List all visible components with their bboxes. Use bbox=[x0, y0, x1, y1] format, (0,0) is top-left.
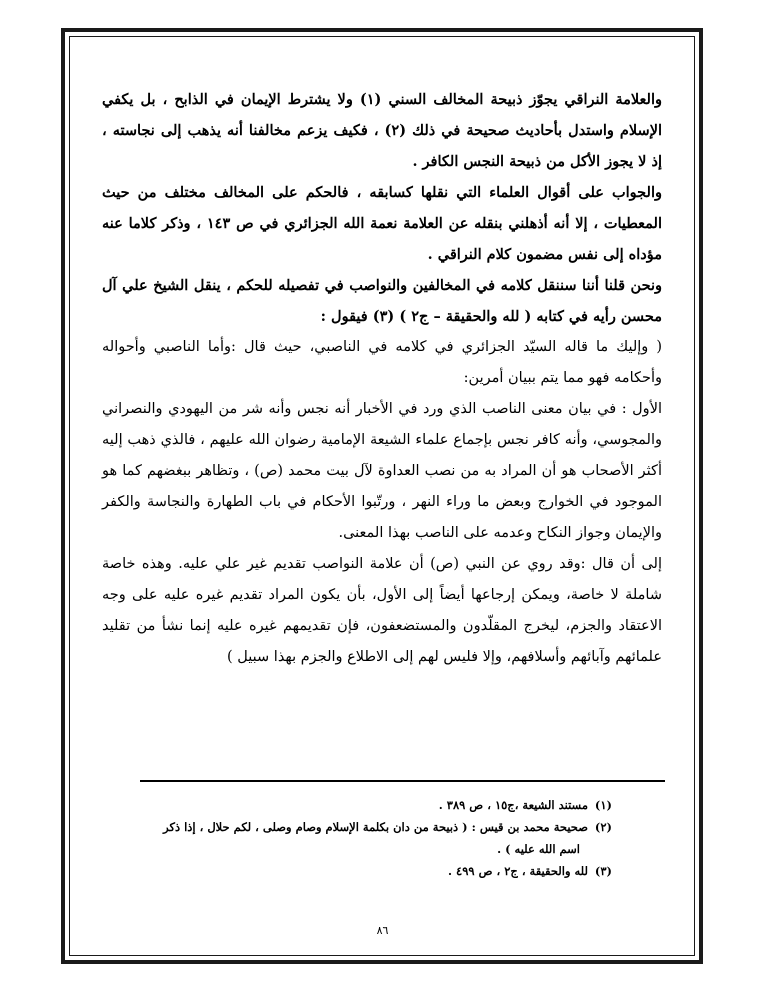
footnote-number: (٢) bbox=[594, 820, 612, 834]
paragraph-quote-intro: ونحن قلنا أننا سننقل كلامه في المخالفين والنواصب في تفصيله للحكم ، ينقل الشيخ علي آل محسن رأيه في كتابه ( لله والحقيقة – ج٢ ) (٣) فيقول : bbox=[102, 277, 662, 325]
footnote-text: مستند الشيعة ،ج١٥ ، ص ٣٨٩ . bbox=[438, 798, 588, 812]
footnote-text: صحيحة محمد بن قيس : ( ذبيحة من دان بكلمة الإسلام وصام وصلى ، لكم حلال ، إذا ذكر bbox=[163, 820, 588, 834]
footnote-text: لله والحقيقة ، ج٢ ، ص ٤٩٩ . bbox=[448, 864, 588, 878]
footnote-number: (١) bbox=[594, 798, 612, 812]
footnote-divider bbox=[140, 780, 665, 782]
footnote-number: (٣) bbox=[594, 864, 612, 878]
footnote-3 bbox=[150, 860, 612, 882]
paragraph-naraqi: والعلامة النراقي يجوّز ذبيحة المخالف السني (١) ولا يشترط الإيمان في الذابح ، بل يكفي الإسلام واستدل بأحاديث صحيحة في ذلك (٢) ، فكيف يزعم مخالفنا أنه يذهب إلى نجاسته ، إذ لا يجوز الأكل من ذبيحة النجس الكافر . bbox=[102, 91, 662, 170]
footnote-1 bbox=[150, 794, 612, 816]
page-number: ٨٦ bbox=[376, 924, 389, 937]
footnote-2-continuation: اسم الله عليه ) . bbox=[497, 842, 580, 856]
paragraph-answer: والجواب على أقوال العلماء التي نقلها كسابقه ، فالحكم على المخالف مختلف من حيث المعطيات ، إلا أنه أذهلني بنقله عن العلامة نعمة الله الجزائري في ص ١٤٣ ، وذكر كلاما عنه مؤداه إلى نفس مضمون كلام النراقي . bbox=[102, 184, 662, 263]
footnotes bbox=[150, 794, 612, 882]
paragraph-sign-of-nawasib: إلى أن قال :وقد روي عن النبي (ص) أن علامة النواصب تقديم غير علي عليه. وهذه خاصة شاملة لا خاصة، ويمكن إرجاعها أيضاً إلى الأول، بأن يكون المراد تقديم غيره عليه على وجه الاعتقاد والجزم، ليخرج المقلّدون والمستضعفون، فإن تقديمهم غيره عليه إنما نشأ من تقليد علمائهم وآبائهم وأسلافهم، وإلا فليس لهم إلى الاطلاع والجزم بهذا سبيل ) bbox=[102, 556, 662, 665]
paragraph-jazairi-quote: ( وإليك ما قاله السيّد الجزائري في كلامه في الناصبي، حيث قال :وأما الناصبي وأحواله وأحكامه فهو مما يتم ببيان أمرين: bbox=[102, 339, 662, 386]
main-text bbox=[102, 84, 662, 673]
footnote-2 bbox=[150, 816, 612, 838]
paragraph-first-matter: الأول : في بيان معنى الناصب الذي ورد في الأخبار أنه نجس وأنه شر من اليهودي والنصراني والمجوسي، وأنه كافر نجس بإجماع علماء الشيعة الإمامية رضوان الله عليهم ، فالذي ذهب إليه أكثر الأصحاب هو أن المراد به من نصب العداوة لآل بيت محمد (ص) ، وتظاهر ببغضهم كما هو الموجود في الخوارج وبعض ما وراء النهر ، ورتّبوا الأحكام في باب الطهارة والنجاسة والكفر والإيمان وجواز النكاح وعدمه على الناصب بهذا المعنى. bbox=[102, 401, 662, 541]
